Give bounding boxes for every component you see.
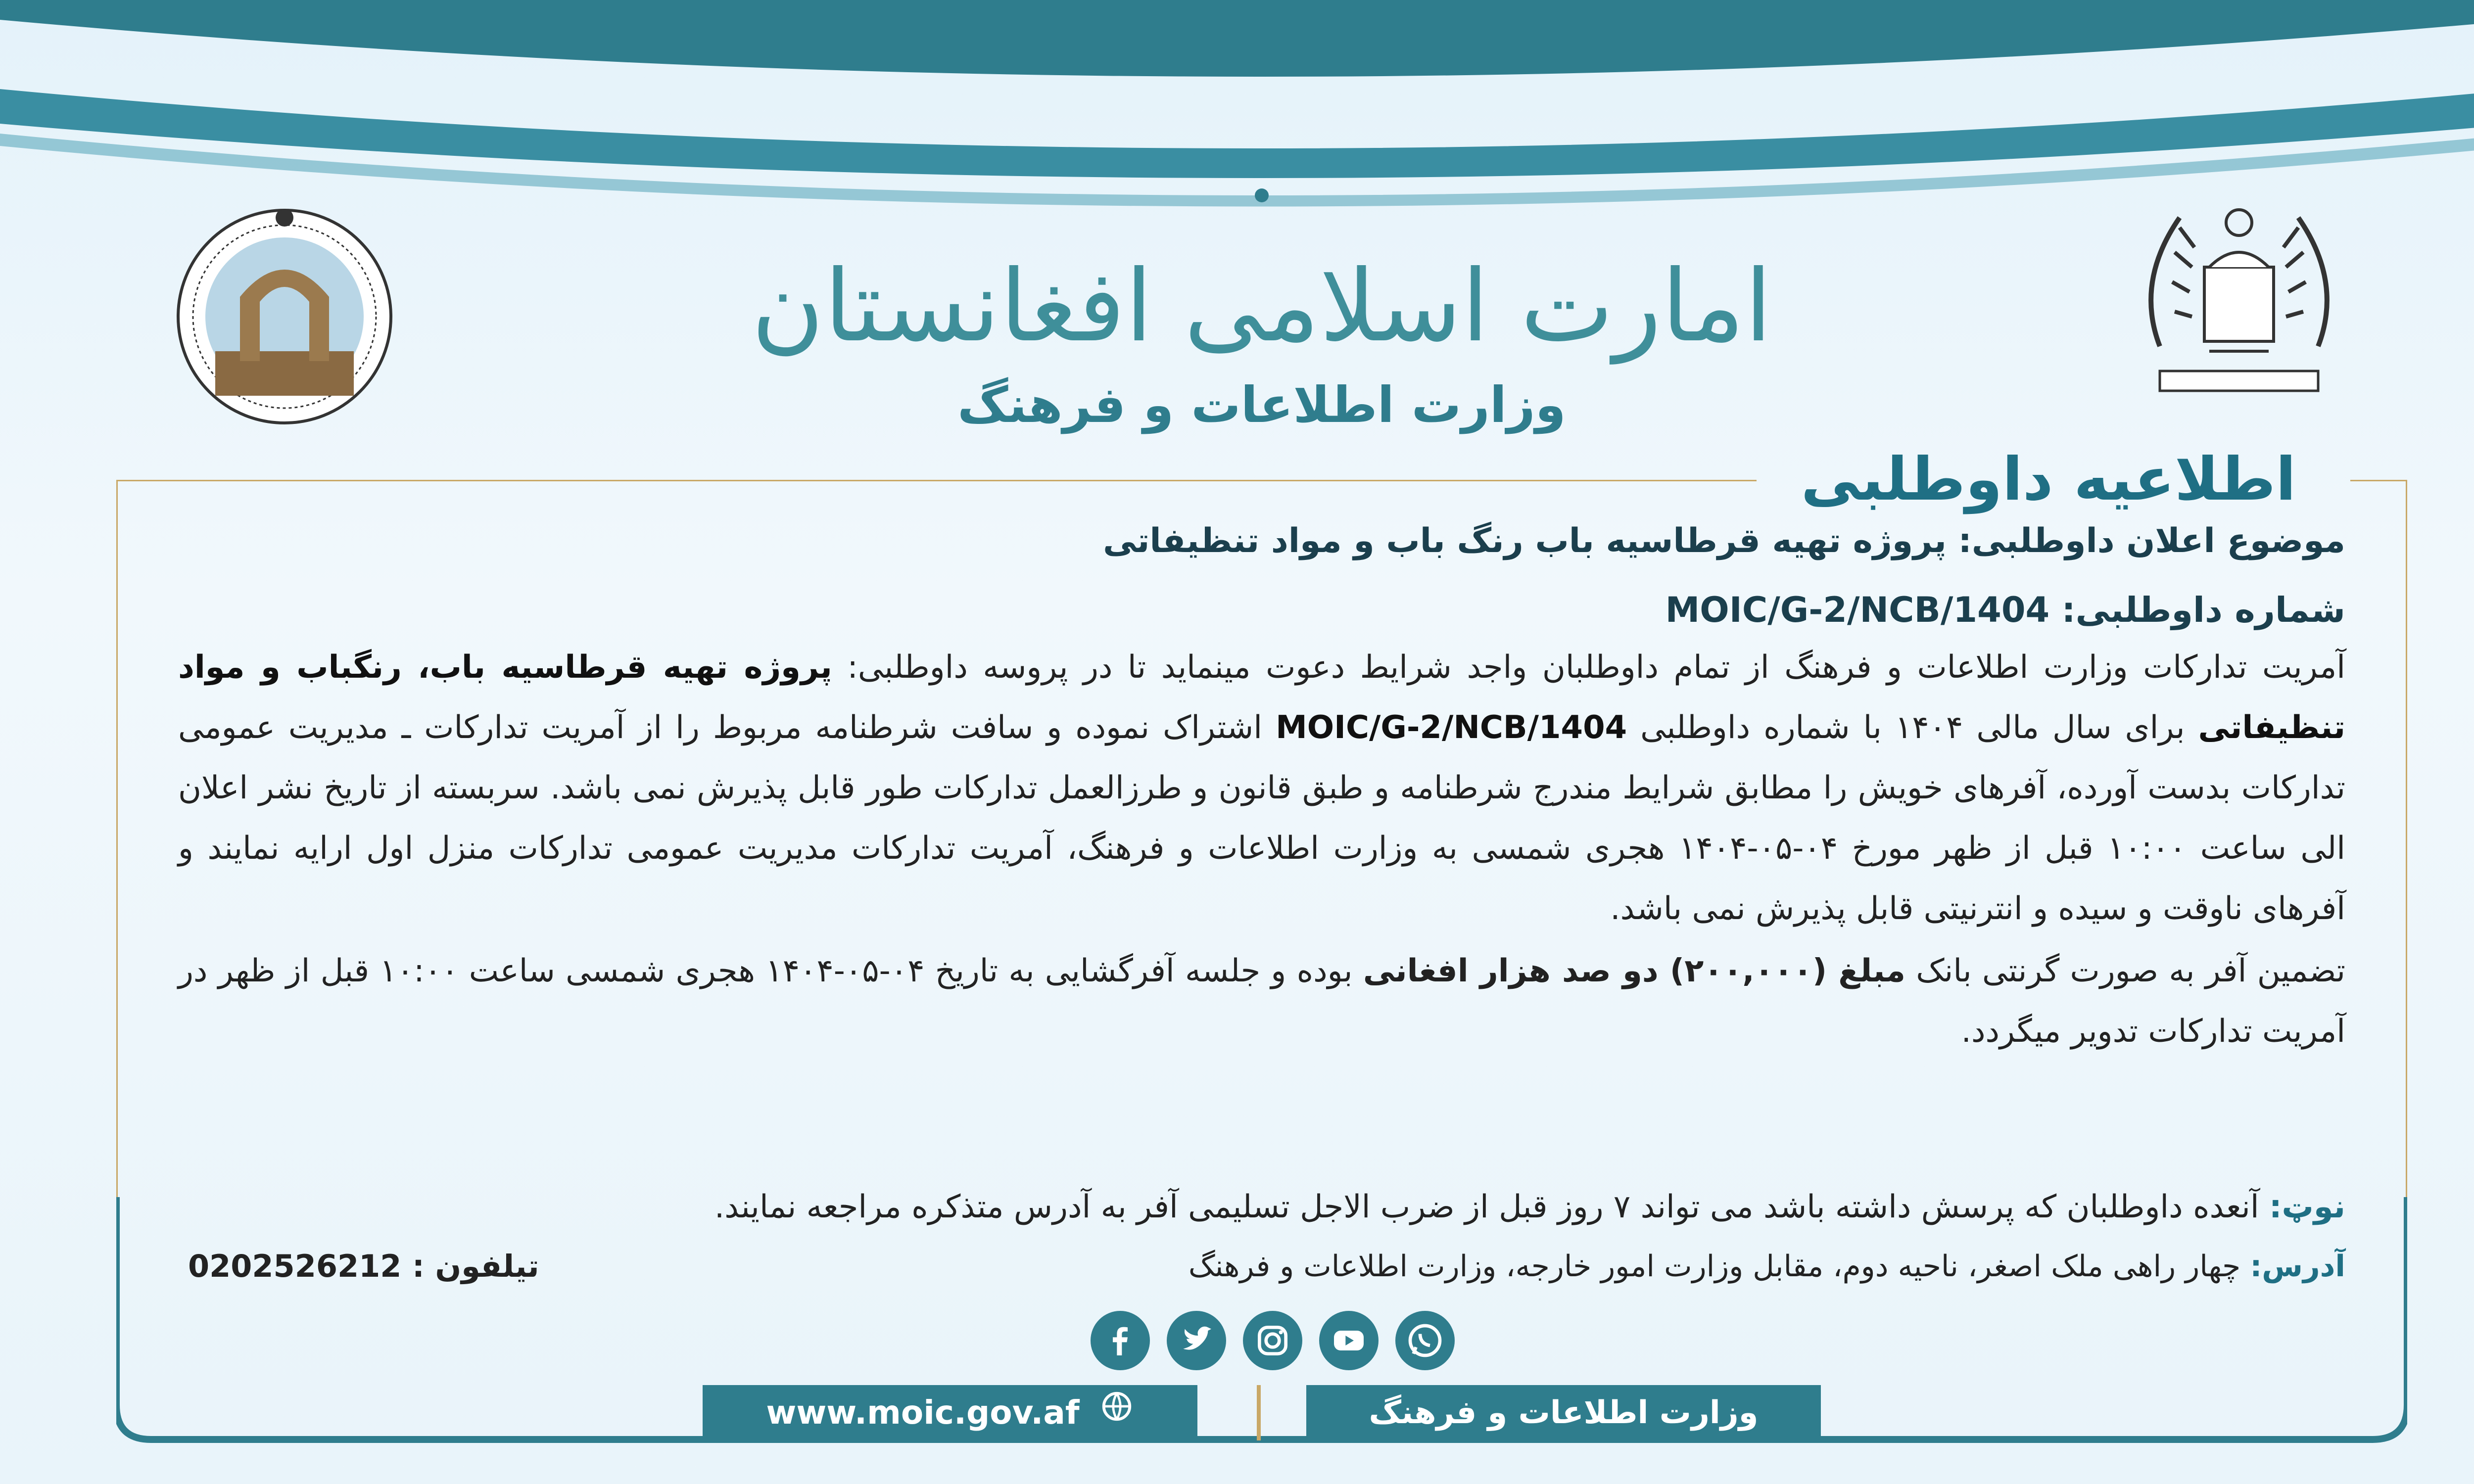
address-line: [940, 1239, 2345, 1294]
subject-line: [178, 514, 2345, 568]
globe-icon: [1099, 1385, 1134, 1440]
p2-part-b: بوده و جلسه آفرگشایی به تاریخ ۰۴-۰۵-۱۴۰۴ هجری شمسی ساعت ۱۰:۰۰ قبل از ظهر در آمریت تدارکات تدویر میگردد.: [178, 953, 2345, 1050]
tender-number-value: MOIC/G-2/NCB/1404: [1665, 590, 2050, 630]
national-emblem: [2125, 183, 2353, 411]
emirate-calligraphy-title: امارت اسلامی افغانستان: [751, 249, 1772, 364]
instagram-icon[interactable]: [1243, 1311, 1302, 1370]
ministry-footer-bar: وزارت اطلاعات و فرهنگ: [1306, 1385, 1821, 1440]
notice-paragraph-1: [178, 637, 2345, 939]
twitter-icon[interactable]: [1167, 1311, 1226, 1370]
subject-label: موضوع اعلان داوطلبی:: [1958, 521, 2345, 560]
phone-label: تیلفون :: [412, 1248, 539, 1284]
ministry-seal-emblem: [171, 203, 398, 430]
website-bar[interactable]: [703, 1385, 1197, 1440]
p1-tender-code: MOIC/G-2/NCB/1404: [1276, 709, 1627, 746]
phone-value[interactable]: 0202526212: [188, 1248, 402, 1284]
p1-part-b: برای سال مالی ۱۴۰۴ با شماره داوطلبی: [1640, 709, 2185, 746]
youtube-icon[interactable]: [1319, 1311, 1379, 1370]
ministry-name-header: وزارت اطلاعات و فرهنگ: [957, 376, 1566, 434]
footer-divider: [1257, 1385, 1261, 1440]
tender-number-line: [178, 583, 2345, 637]
note-line: [188, 1180, 2345, 1234]
address-text: چهار راهی ملک اصغر، ناحیه دوم، مقابل وزارت امور خارجه، وزارت اطلاعات و فرهنگ: [1188, 1249, 2241, 1284]
top-wave-decoration: [0, 0, 2474, 237]
note-text: آنعده داوطلبان که پرسش داشته باشد می تواند ۷ روز قبل از ضرب الاجل تسلیمی آفر به آدرس متذکره مراجعه نمایند.: [714, 1189, 2259, 1225]
whatsapp-icon[interactable]: [1395, 1311, 1455, 1370]
social-icons: [1079, 1311, 1455, 1375]
phone-line: [188, 1239, 881, 1294]
facebook-icon[interactable]: [1091, 1311, 1150, 1370]
note-label: نوټ:: [2269, 1189, 2345, 1225]
p2-part-a: تضمین آفر به صورت گرنتی بانک: [1916, 953, 2346, 989]
p1-part-a: آمریت تدارکات وزارت اطلاعات و فرهنگ از تمام داوطلبان واجد شرایط دعوت مینماید تا در پروسه داوطلبی:: [847, 649, 2346, 686]
p1-project-name: پروژه تهیه قرطاسیه باب، رنگباب و مواد تنظیفاتی: [178, 649, 2346, 746]
p1-part-c: اشتراک نموده و سافت شرطنامه مربوط را از آمریت تدارکات ـ مدیریت عمومی تدارکات بدست آورده، آفرهای خویش را مطابق شرایط مندرج شرطنامه و طبق قانون و طرزالعمل تدارکات طور قابل پذیرش نمی باشد. سربسته از تاریخ نشر اعلان الی ساعت ۱۰:۰۰ قبل از ظهر مورخ ۰۴-۰۵-۱۴۰۴ هجری شمسی به وزارت اطلاعات و فرهنگ، آمریت تدارکات مدیریت عمومی تدارکات منزل اول ارایه نمایند و آفرهای ناوقت و سیده و انترنیتی قابل پذیرش نمی باشد.: [178, 709, 2346, 927]
address-label: آدرس:: [2250, 1249, 2345, 1284]
tender-number-label: شماره داوطلبی:: [2061, 590, 2345, 630]
subject-value: پروژه تهیه قرطاسیه باب رنگ باب و مواد تنظیفاتی: [1103, 521, 1947, 560]
notice-content: [178, 514, 2345, 1062]
p2-guarantee-amount: مبلغ (۲۰۰,۰۰۰) دو صد هزار افغانی: [1363, 953, 1905, 989]
notice-paragraph-2: [178, 941, 2345, 1062]
notice-title: اطلاعیه داوطلبی: [1801, 445, 2296, 514]
website-url[interactable]: www.moic.gov.af: [766, 1393, 1080, 1432]
